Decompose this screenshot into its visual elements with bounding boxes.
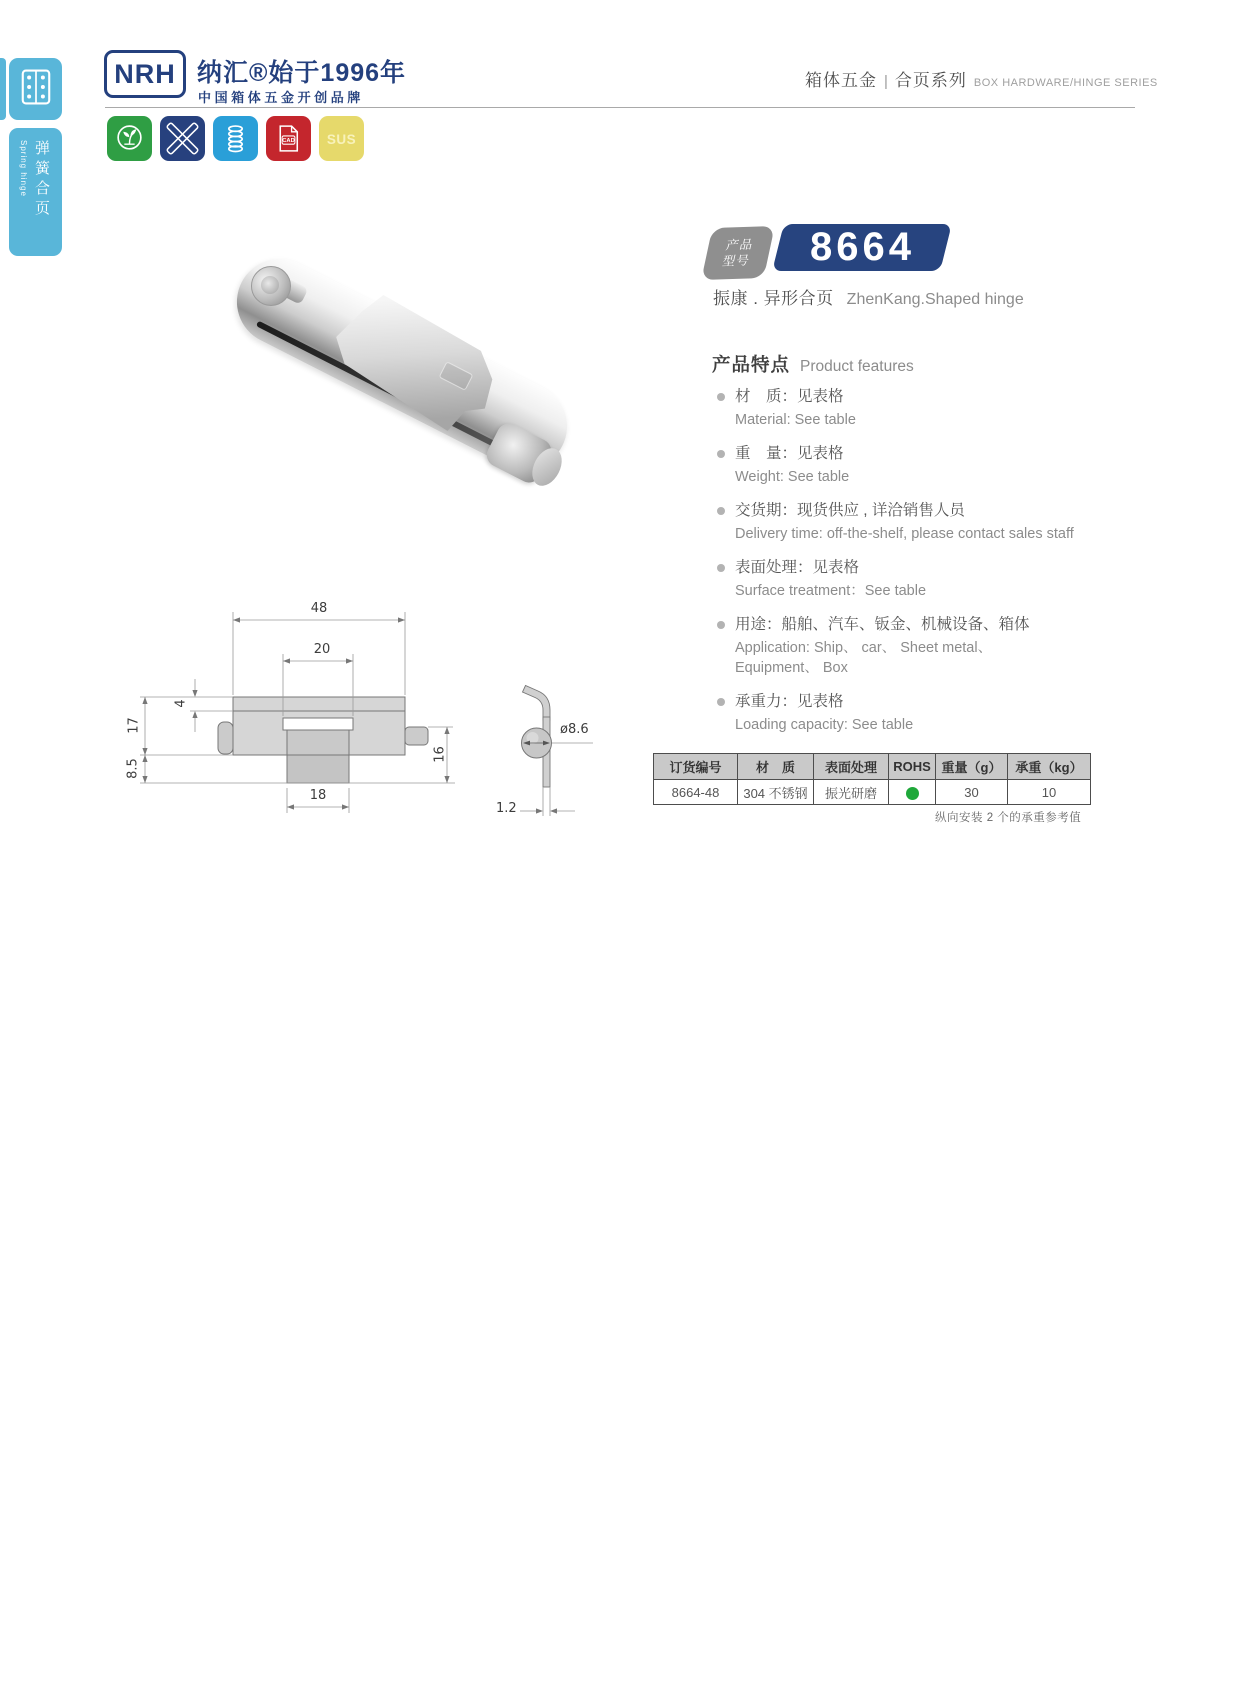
spring-icon	[213, 116, 258, 161]
table-note: 纵向安装 2 个的承重参考值	[935, 812, 1082, 824]
dim-pin-16: 16	[432, 746, 448, 763]
dim-slot-20: 20	[313, 642, 331, 657]
bullet-icon	[717, 698, 725, 706]
technical-drawing	[115, 550, 615, 850]
col-order-no: 订货编号	[654, 754, 738, 780]
feature-zh: 材 质：见表格	[735, 388, 844, 405]
model-number: 8664	[809, 225, 915, 269]
feature-surface	[712, 557, 1060, 601]
col-material: 材 质	[738, 754, 814, 780]
feature-en-line2: Equipment、 Box	[735, 660, 848, 676]
dim-tongue-18: 18	[309, 788, 327, 803]
cell-material: 304 不锈钢	[738, 780, 814, 805]
rohs-pass-dot	[906, 787, 919, 800]
sidebar-label-en: Spring hinge	[19, 140, 28, 197]
hinge-icon	[21, 69, 51, 110]
bullet-icon	[717, 621, 725, 629]
header-series-en: BOX HARDWARE/HINGE SERIES	[973, 77, 1158, 89]
feature-zh: 重 量：见表格	[735, 445, 844, 462]
header-divider	[105, 107, 1135, 108]
model-badge-tag	[701, 226, 775, 280]
dim-knuckle-dia: ø8.6	[560, 722, 589, 737]
spec-table-row	[654, 780, 1091, 805]
brand-title: 纳汇®始于1996年	[197, 59, 407, 87]
sidebar-label-zh: 弹簧合页	[33, 140, 50, 220]
design-tools-icon	[160, 116, 205, 161]
sus-material-icon	[319, 116, 364, 161]
sidebar-tab-spring-hinge	[9, 128, 62, 256]
feature-en: Application: Ship、 car、 Sheet metal、	[735, 640, 993, 656]
bullet-icon	[717, 507, 725, 515]
photo-left-pin-nut	[261, 276, 279, 294]
feature-weight	[712, 443, 1060, 487]
feature-en: Loading capacity: See table	[735, 717, 914, 733]
header-series	[805, 66, 1158, 91]
features-heading	[712, 351, 1060, 377]
cad-file-icon	[266, 116, 311, 161]
feature-zh: 交货期：现货供应 , 详洽销售人员	[735, 502, 965, 519]
brand-subtitle: 中国箱体五金开创品牌	[198, 90, 365, 105]
feature-application	[712, 614, 1060, 678]
dim-thickness-1-2: 1.2	[496, 801, 517, 816]
cell-order-no: 8664-48	[654, 780, 738, 805]
dim-offset-4: 4	[173, 699, 189, 708]
sidebar-tab-hinge	[9, 58, 62, 120]
feature-zh: 表面处理：见表格	[735, 559, 860, 576]
nrh-logo-text: NRH	[114, 58, 176, 89]
cell-rohs	[889, 780, 936, 805]
spec-table	[653, 753, 1091, 805]
cell-surface: 振光研磨	[814, 780, 889, 805]
features-heading-zh: 产品特点	[712, 354, 791, 375]
bullet-icon	[717, 393, 725, 401]
dim-width-48: 48	[310, 601, 328, 616]
sidebar-edge-strip	[0, 58, 6, 120]
product-title	[713, 284, 1024, 309]
badge-line1: 产品	[724, 237, 755, 253]
header-category: 箱体五金	[805, 71, 877, 90]
feature-material	[712, 386, 1060, 430]
bullet-icon	[717, 564, 725, 572]
feature-zh: 承重力：见表格	[735, 693, 844, 710]
bullet-icon	[717, 450, 725, 458]
feature-en: Weight: See table	[735, 469, 850, 485]
col-weight: 重量（g）	[936, 754, 1008, 780]
feature-en: Surface treatment：See table	[735, 583, 927, 599]
col-rohs: ROHS	[889, 754, 936, 780]
sus-icon-label: SUS	[326, 132, 357, 147]
product-title-en: ZhenKang.Shaped hinge	[846, 291, 1024, 308]
feature-zh: 用途：船舶、汽车、钣金、机械设备、箱体	[735, 616, 1030, 633]
product-title-zh: 振康 . 异形合页	[713, 289, 834, 308]
dim-height-17: 17	[126, 717, 142, 734]
cell-load: 10	[1008, 780, 1091, 805]
model-banner	[772, 224, 952, 271]
feature-en: Delivery time: off-the-shelf, please contact sales staff	[735, 526, 1074, 542]
feature-delivery	[712, 500, 1074, 544]
features-heading-en: Product features	[800, 358, 914, 375]
nrh-logo	[104, 50, 186, 98]
badge-line2: 型号	[721, 253, 752, 269]
product-features	[712, 351, 1074, 748]
col-load: 承重（kg）	[1008, 754, 1091, 780]
header-series-zh: 合页系列	[894, 71, 967, 90]
eco-rohs-icon	[107, 116, 152, 161]
feature-en: Material: See table	[735, 412, 856, 428]
product-photo	[210, 240, 590, 490]
header-separator: |	[884, 73, 888, 90]
feature-loading	[712, 691, 1060, 735]
cert-icons-row	[107, 116, 364, 161]
spec-table-header-row	[654, 754, 1091, 780]
col-surface: 表面处理	[814, 754, 889, 780]
dim-lower-8-5: 8.5	[125, 758, 141, 779]
cad-icon-label: CAD	[282, 138, 295, 145]
cell-weight: 30	[936, 780, 1008, 805]
